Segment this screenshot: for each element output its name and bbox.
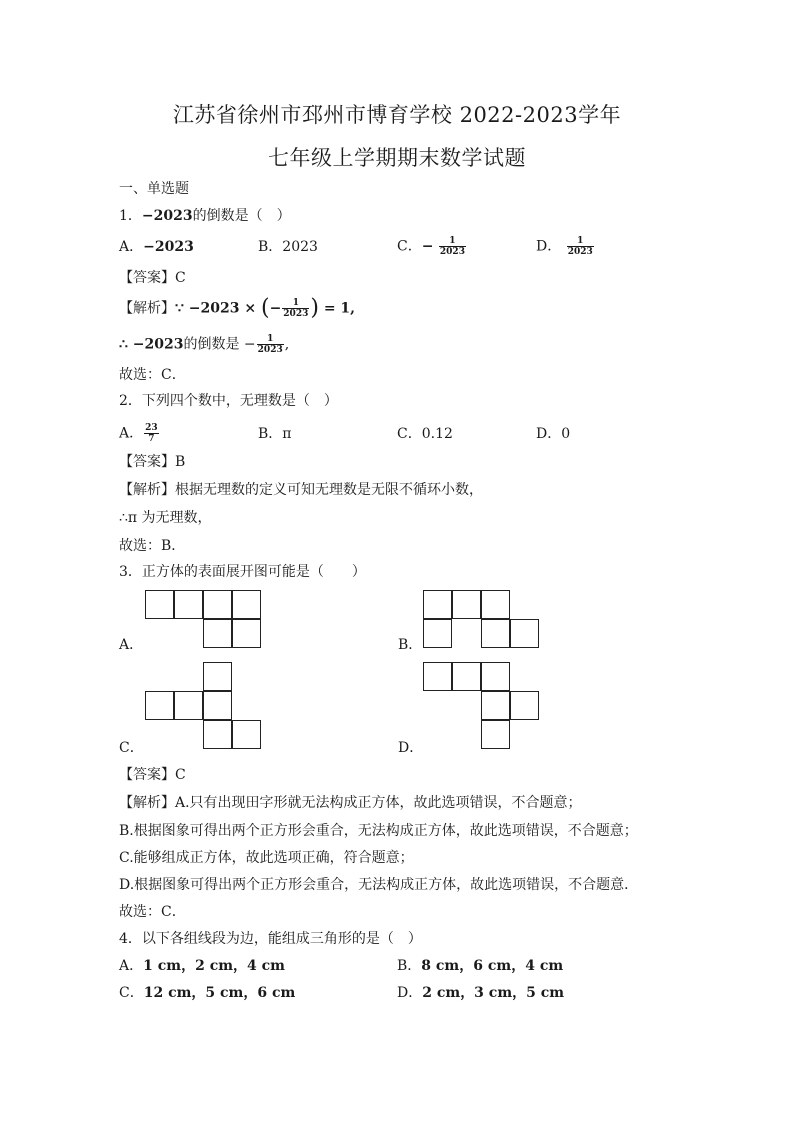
q1-option-c-sign: −	[421, 238, 434, 255]
q2-option-a-label: A．	[119, 425, 144, 442]
net-square	[174, 691, 203, 720]
q3-label-a: A．	[119, 637, 144, 653]
q1-option-a-label: A．	[119, 239, 144, 255]
net-square	[232, 619, 261, 648]
q2-therefore: ∴π 为无理数，	[119, 510, 212, 526]
q1-option-c	[397, 236, 467, 257]
net-square	[510, 619, 539, 648]
q2-answer: 【答案】B	[119, 454, 186, 470]
fraction-denominator: 2023	[567, 247, 593, 257]
fraction-denominator: 7	[144, 433, 159, 444]
net-square	[203, 619, 232, 648]
q4-option-a	[119, 957, 285, 975]
net-square	[481, 720, 510, 749]
q1-stem-rest: 的倒数是（ ）	[192, 208, 291, 224]
fraction-numerator: 1	[449, 236, 456, 246]
q3-analysis-4: D.根据图象可得出两个正方形会重合，无法构成正方体，故此选项错误，不合题意．	[119, 877, 639, 893]
q1-option-a	[119, 238, 194, 256]
net-square	[452, 662, 481, 691]
q1-option-a-value: −2023	[143, 239, 194, 255]
q1-therefore-fraction	[257, 334, 284, 355]
fraction-numerator: 1	[577, 236, 584, 246]
analysis-label: 【解析】	[119, 300, 175, 317]
q4-option-a-value: 1 cm，2 cm，4 cm	[143, 958, 285, 974]
q3-analysis-1: 【解析】A.只有出现田字形就无法构成正方体，故此选项错误，不合题意；	[119, 795, 582, 811]
title-line-2: 七年级上学期期末数学试题	[268, 146, 526, 170]
net-square	[203, 590, 232, 619]
q1-option-d	[536, 236, 595, 257]
q4-option-d-value: 2 cm，3 cm，5 cm	[422, 985, 565, 1001]
q1-therefore-prefix: ∴ −2023	[119, 336, 184, 353]
fraction-denominator: 2023	[283, 309, 309, 319]
q1-stem	[119, 207, 291, 225]
q2-option-d: D．0	[536, 426, 571, 442]
q1-therefore-tail: ,	[284, 336, 290, 353]
q1-answer: 【答案】C	[119, 270, 186, 286]
q1-option-c-label: C．	[397, 238, 422, 255]
q1-analysis-fraction	[282, 298, 309, 319]
q1-therefore	[119, 334, 289, 355]
net-square	[510, 691, 539, 720]
q2-option-c: C．0.12	[397, 426, 453, 442]
q1-option-d-fraction	[567, 236, 594, 257]
title-line-1: 江苏省徐州市邳州市博育学校 2022-2023学年	[172, 103, 622, 127]
q4-option-c-label: C．	[119, 985, 144, 1001]
q3-label-d: D．	[398, 740, 424, 756]
q4-option-c	[119, 984, 295, 1002]
net-square	[203, 720, 232, 749]
net-square	[174, 590, 203, 619]
net-square	[452, 590, 481, 619]
net-square	[203, 691, 232, 720]
q2-stem: 2．下列四个数中，无理数是（ ）	[119, 393, 338, 409]
q4-option-b-value: 8 cm，6 cm，4 cm	[421, 958, 564, 974]
q4-option-a-label: A．	[119, 958, 144, 974]
fraction-denominator: 2023	[257, 345, 283, 355]
net-square	[423, 619, 452, 648]
net-square	[481, 691, 510, 720]
q2-option-a-fraction	[144, 423, 159, 444]
q4-stem: 4．以下各组线段为边，能组成三角形的是（ ）	[119, 931, 422, 947]
q2-choose: 故选：B．	[119, 538, 186, 554]
q3-label-c: C．	[119, 740, 144, 756]
q1-number: 1．	[119, 208, 142, 224]
net-square	[423, 590, 452, 619]
q3-choose: 故选：C．	[119, 904, 186, 920]
fraction-numerator: 1	[267, 334, 274, 344]
q1-therefore-mid: 的倒数是 −	[183, 336, 256, 353]
q3-stem: 3．正方体的表面展开图可能是（ ）	[119, 564, 366, 580]
q4-option-d-label: D．	[397, 985, 423, 1001]
net-square	[423, 662, 452, 691]
net-square	[232, 720, 261, 749]
q1-analysis-tail: = 1,	[318, 300, 356, 317]
q4-option-c-value: 12 cm，5 cm，6 cm	[143, 985, 296, 1001]
fraction-denominator: 2023	[439, 247, 465, 257]
q3-answer: 【答案】C	[119, 767, 186, 783]
section-heading: 一、单选题	[119, 181, 189, 197]
q4-option-b	[397, 957, 563, 975]
q2-option-a	[119, 423, 160, 444]
q1-analysis-sign: −	[269, 300, 282, 317]
q1-analysis-expr: ∵ −2023 ×	[175, 300, 261, 317]
q3-label-b: B．	[398, 637, 423, 653]
q1-option-c-fraction	[439, 236, 466, 257]
net-square	[481, 619, 510, 648]
q1-option-b-label: B．	[258, 239, 283, 255]
q4-option-b-label: B．	[397, 958, 422, 974]
net-square	[203, 662, 232, 691]
fraction-numerator: 1	[292, 298, 299, 308]
q1-choose: 故选：C．	[119, 367, 186, 383]
net-square	[481, 662, 510, 691]
net-square	[481, 590, 510, 619]
q3-analysis-3: C.能够组成正方体，故此选项正确，符合题意；	[119, 850, 414, 866]
q1-option-b-value: 2023	[282, 239, 318, 255]
q1-stem-expr: −2023	[141, 208, 193, 224]
net-square	[232, 590, 261, 619]
q1-analysis: 【解析】∵ −2023 × (− $\frac{1}{2023}$ ) = 1,	[119, 295, 356, 321]
net-square	[145, 590, 174, 619]
q1-option-b	[258, 238, 318, 256]
q2-option-b: B．π	[258, 426, 292, 442]
net-square	[145, 691, 174, 720]
q1-option-d-label: D．	[536, 238, 562, 255]
q2-analysis: 【解析】根据无理数的定义可知无理数是无限不循环小数，	[119, 482, 483, 498]
q4-option-d	[397, 984, 564, 1002]
q3-analysis-2: B.根据图象可得出两个正方形会重合，无法构成正方体，故此选项错误，不合题意；	[119, 823, 638, 839]
fraction-numerator: 23	[145, 423, 158, 433]
